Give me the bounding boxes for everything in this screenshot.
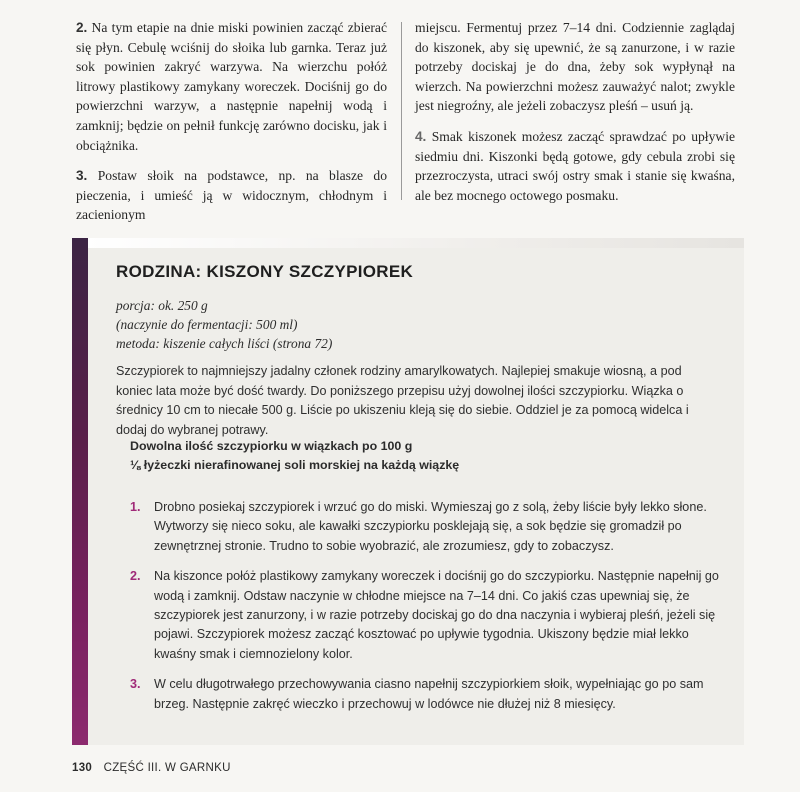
step-text: Drobno posiekaj szczypiorek i wrzuć go do miski. Wymieszaj go z solą, żeby liście były lekko słone. Wytworzy się nieco soku, ale kawałki szczypiorku posklejają się, a sok będzie się gromadził po zewnętrznej stronie. Trudno to sobie wyobrazić, ale zrozumiesz, gdy to zobaczysz. (154, 500, 707, 553)
page-number: 130 (72, 762, 93, 774)
recipe-step (130, 498, 720, 556)
paragraph-text: Na tym etapie na dnie miski powinien zacząć zbierać się płyn. Cebulę wciśnij do słoika lub garnka. Teraz już sok powinien zakryć warzywa. Na wierzchu połóż litrowy plastikowy zamykany woreczek. Dociśnij go do powierzchni warzyw, a następnie napełnij wodą i zamknij; będzie on pełnił funkcję zarówno docisku, jak i obciążnika. (76, 20, 387, 153)
recipe-steps (130, 498, 720, 725)
paragraph-text: Smak kiszonek możesz zacząć sprawdzać po upływie siedmiu dni. Kiszonki będą gotowe, gdy cebula zrobi się przezroczysta, utraci swój ostry smak i stanie się kwaśna, ale bez mocnego octowego posmaku. (415, 128, 736, 203)
recipe-accent-bar (72, 238, 88, 745)
paragraph-step-4 (415, 127, 735, 205)
paragraph-step-3 (76, 166, 387, 225)
recipe-step (130, 675, 720, 714)
paragraph-step-2 (76, 18, 387, 155)
recipe-portion: porcja: ok. 250 g (116, 298, 208, 313)
recipe-title: RODZINA: KISZONY SZCZYPIOREK (116, 262, 414, 281)
step-text: Na kiszonce połóż plastikowy zamykany woreczek i dociśnij go do szczypiorku. Następnie napełnij go wodą i zamknij. Odstaw naczynie w chłodne miejsce na 7–14 dni. Co jakiś czas upewniaj się, że szczypiorek jest zanurzony, i w razie potrzeby dociskaj go do dna naczynia i wybieraj pleśń, jeżeli się pojawi. Szczypiorek możesz zacząć kosztować po upływie tygodnia. Ukiszony będzie miał lekko kwaśny smak i ciemnozielony kolor. (154, 569, 719, 661)
recipe-step (130, 567, 720, 664)
page-footer (72, 762, 231, 774)
step-number: 2. (130, 569, 141, 584)
column-divider (401, 22, 402, 200)
ingredient-item: Dowolna ilość szczypiorku w wiązkach po 100 g (130, 439, 413, 453)
section-name: CZĘŚĆ III. W GARNKU (103, 762, 231, 774)
step-number: 3. (76, 168, 88, 184)
step-text: W celu długotrwałego przechowywania ciasno napełnij szczypiorkiem słoik, wypełniając go po sam brzeg. Następnie zakręć wieczko i przechowuj w lodówce nie dłużej niż 8 miesięcy. (154, 677, 704, 711)
paragraph-text: Postaw słoik na podstawce, np. na blasze do pieczenia, i umieść ją w widocznym, chłodnym i zacienionym (76, 168, 387, 223)
recipe-meta (116, 296, 332, 353)
recipe-method: metoda: kiszenie całych liści (strona 72) (116, 336, 333, 351)
recipe-intro: Szczypiorek to najmniejszy jadalny członek rodziny amarylkowatych. Najlepiej smakuje wiosną, a pod koniec lata może być dość twardy. Do poniższego przepisu użyj dowolnej ilości szczypiorku. Wiązka o średnicy 10 cm to niecałe 500 g. Liście po ukiszeniu kleją się do siebie. Oddziel je za pomocą widelca i dodaj do wybranej potrawy. (116, 364, 689, 437)
top-left-column (76, 18, 387, 236)
top-right-column (415, 18, 735, 216)
ingredient-item: ⅛ łyżeczki nierafinowanej soli morskiej na każdą wiązkę (130, 458, 460, 472)
step-number: 2. (76, 20, 88, 35)
recipe-box-top-band (86, 238, 744, 248)
paragraph-continuation (415, 18, 735, 116)
paragraph-text: miejscu. Fermentuj przez 7–14 dni. Codziennie zaglądaj do kiszonek, aby się upewnić, że są zanurzone, i w razie potrzeby dociskaj je do dna, żeby sok wypłynął na wierzch. Na powierzchni możesz zauważyć nalot; zwykle jest niegroźny, ale jeżeli zobaczysz pleśń – usuń ją. (415, 20, 735, 114)
step-number: 1. (130, 500, 141, 514)
step-number: 4. (415, 128, 427, 144)
ingredients-list (130, 437, 459, 475)
recipe-vessel: (naczynie do fermentacji: 500 ml) (116, 317, 298, 332)
step-number: 3. (130, 677, 141, 692)
